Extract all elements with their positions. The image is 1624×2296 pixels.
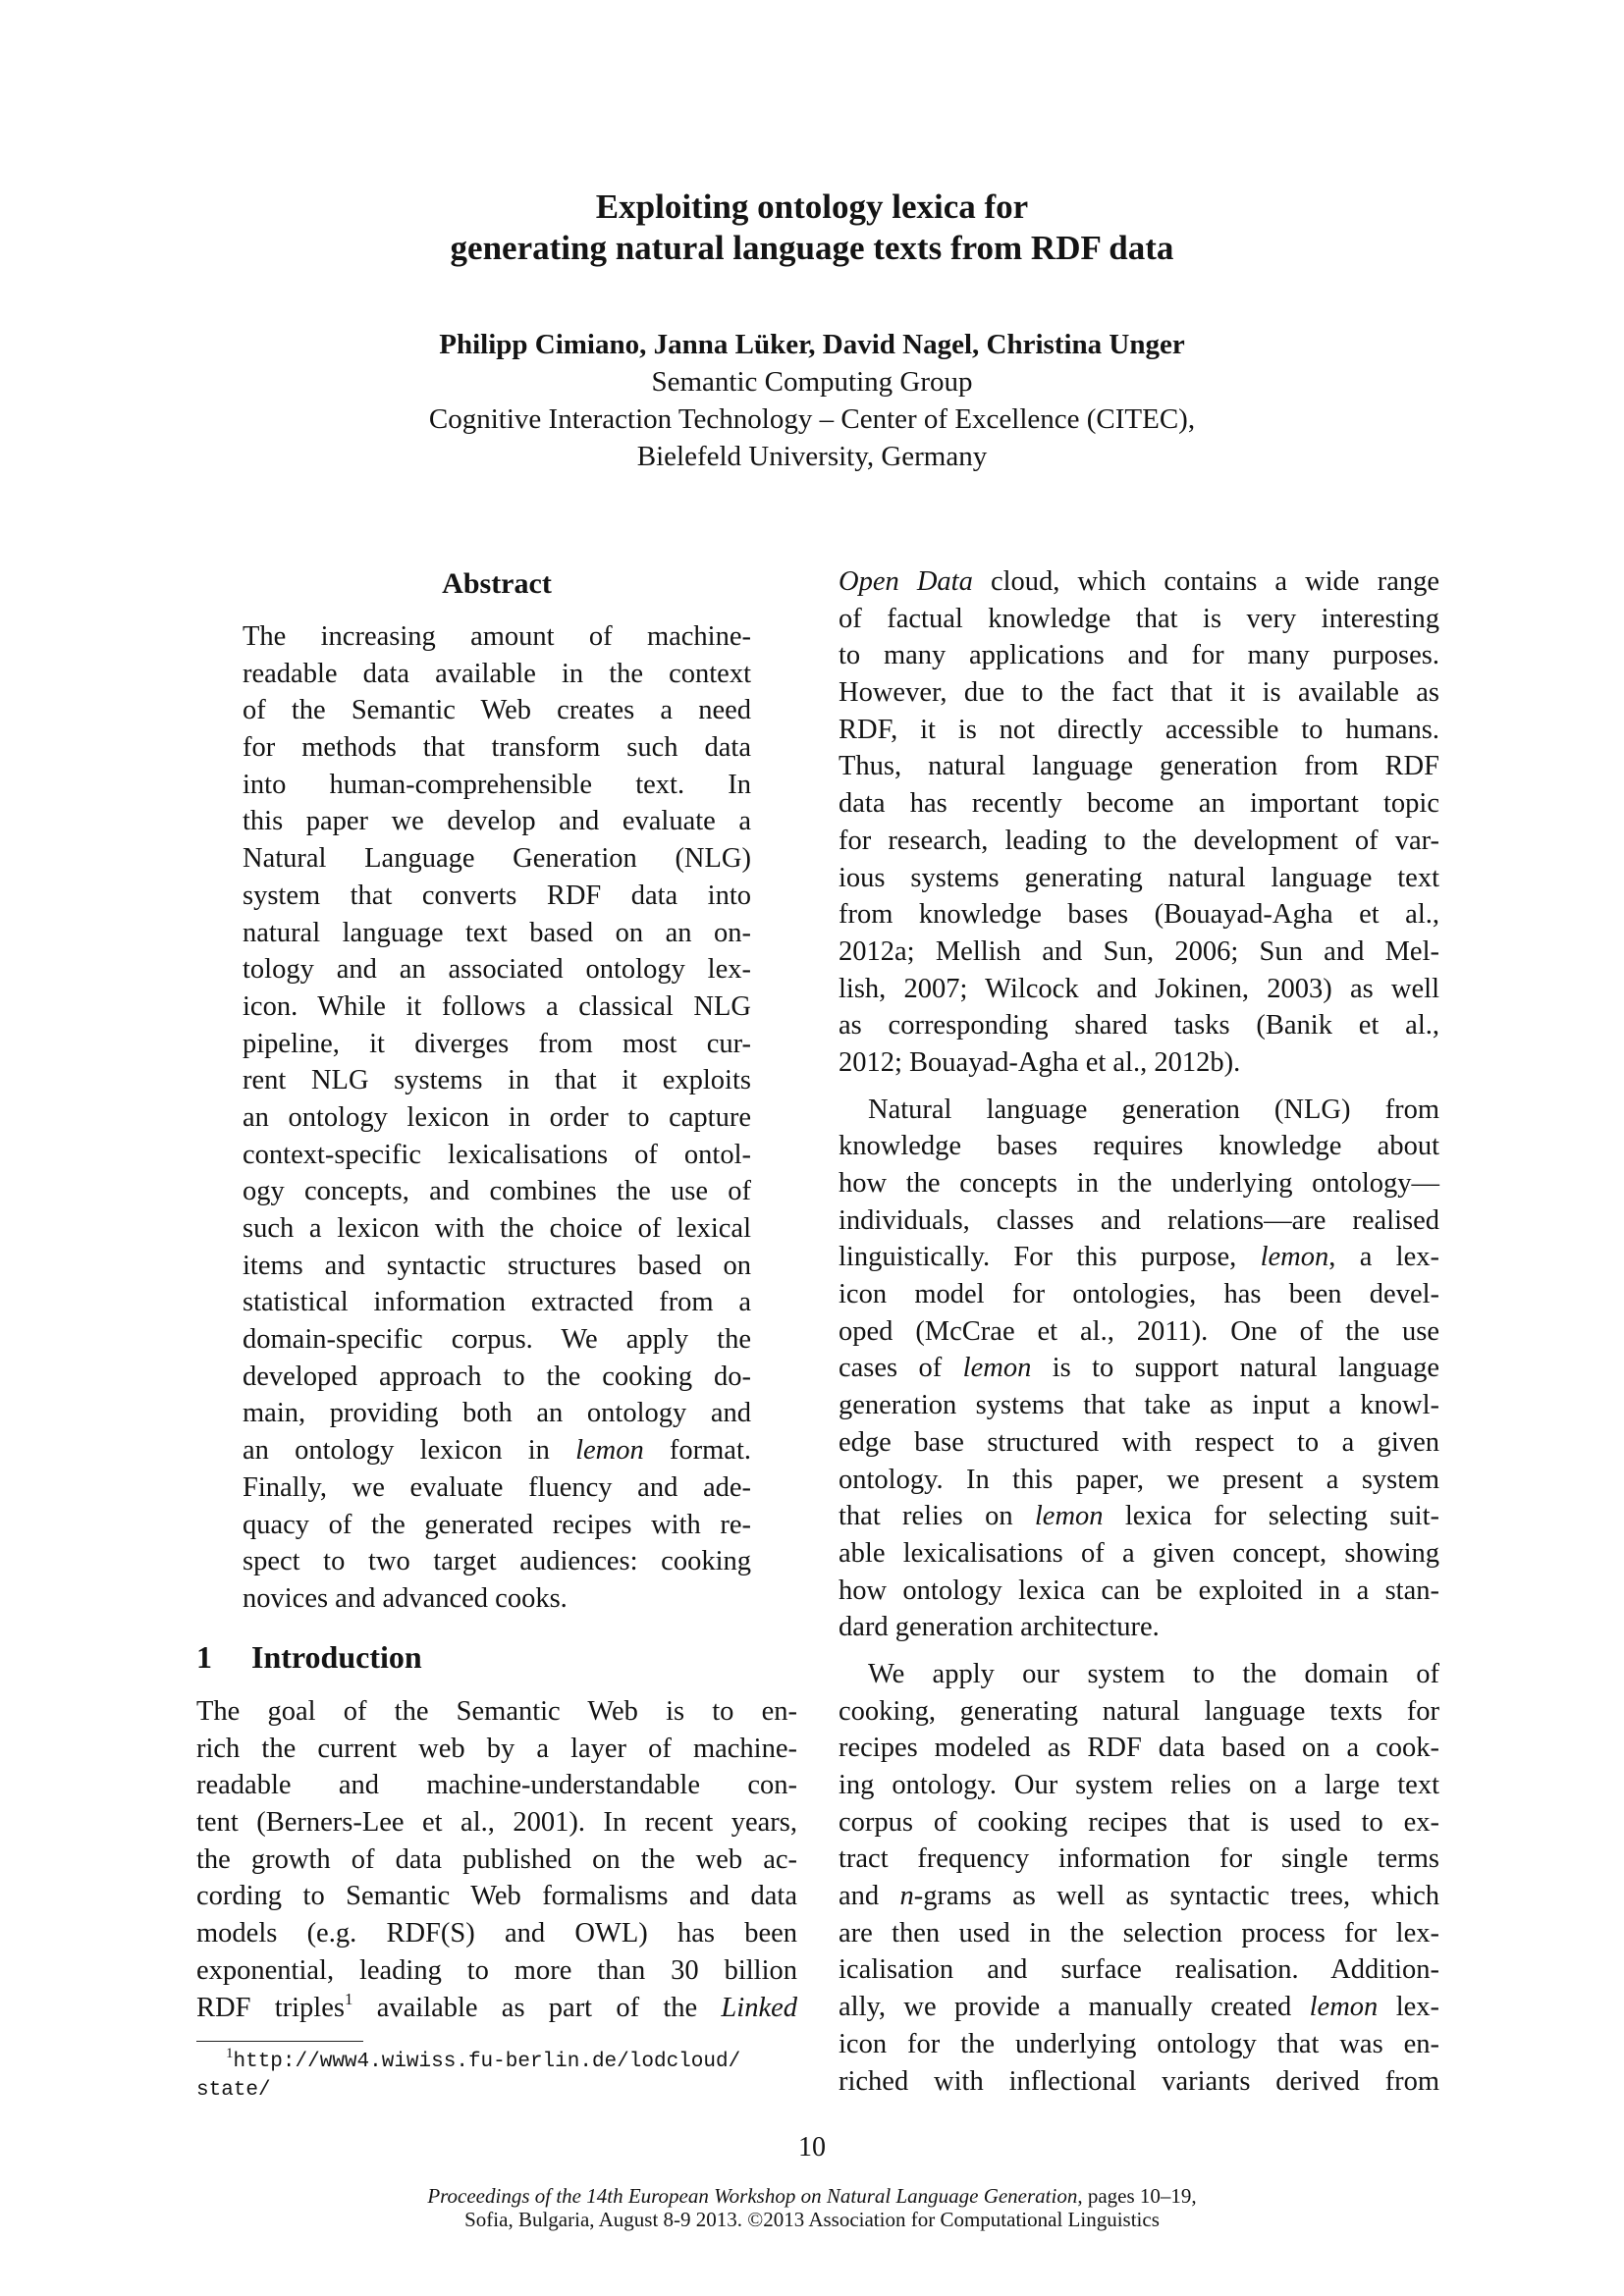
text-line: cooking, generating natural language texts for [839,1695,1439,1727]
text-line: tology and an associated ontology lex- [243,954,751,986]
venue-pages: , pages 10–19, [1077,2184,1197,2208]
paragraph [839,563,1439,1082]
italic-term: n [899,1881,914,1912]
paper-title [0,187,1624,269]
text-line: recipes modeled as RDF data based on a cook- [839,1733,1439,1764]
text-line: ing ontology. Our system relies on a large text [839,1770,1439,1800]
text-line: knowledge bases requires knowledge about [839,1131,1439,1162]
text-line: icon for the underlying ontology that was en- [839,2028,1439,2059]
footnote [196,2048,797,2105]
text-line: readable and machine-understandable con- [196,1770,797,1801]
text-line: that relies on lemon lexica for selecting suit- [839,1501,1439,1532]
italic-term: lemon [962,1353,1032,1384]
venue-name: Proceedings of the 14th European Workshop on Natural Language Generation [427,2184,1078,2208]
text-line: how ontology lexica can be exploited in a stan- [839,1575,1439,1606]
text-line: RDF triples$^1$ available as part of the Linked [196,1989,797,2023]
text-line: statistical information extracted from a [243,1287,751,1318]
text-line: pipeline, it diverges from most cur- [243,1028,751,1059]
text-line: lish, 2007; Wilcock and Jokinen, 2003) as well [839,973,1439,1004]
paragraph-gap [839,1646,1439,1656]
text-line: icon model for ontologies, has been devel- [839,1279,1439,1310]
text-line: of factual knowledge that is very interesting [839,603,1439,634]
text-line: Natural language generation (NLG) from [868,1094,1439,1125]
text-line: items and syntactic structures based on [243,1250,751,1281]
text-line: riched with inflectional variants derived from [839,2065,1439,2097]
text-line: However, due to the fact that it is available as [839,677,1439,709]
text-line: able lexicalisations of a given concept, showing [839,1537,1439,1569]
text-line: from knowledge bases (Bouayad-Agha et al., [839,899,1439,931]
title-line: Exploiting ontology lexica for [595,187,1029,226]
author-block [0,326,1624,475]
text-line: quacy of the generated recipes with re- [243,1509,751,1540]
text-line: individuals, classes and relations—are realised [839,1204,1439,1236]
text-line: for methods that transform such data [243,732,751,764]
text-line: natural language text based on an on- [243,917,751,948]
text-line: edge base structured with respect to a given [839,1426,1439,1458]
footnote-rule [196,2041,363,2042]
text-line: linguistically. For this purpose, lemon, a lex- [839,1242,1439,1273]
text-line: Finally, we evaluate fluency and ade- [243,1471,751,1503]
abstract-heading: Abstract [442,567,552,600]
text-line: rich the current web by a layer of machine- [196,1733,797,1764]
section-title: Introduction [251,1639,422,1675]
text-line: ious systems generating natural language text [839,862,1439,893]
text-line: ally, we provide a manually created lemon lex- [839,1992,1440,2023]
author-names: Philipp Cimiano, Janna Lüker, David Nagel, Christina Unger [439,329,1185,360]
text-line: dard generation architecture. [839,1612,1160,1643]
text-line: The goal of the Semantic Web is to en- [196,1696,797,1727]
text-line: generation systems that take as input a knowl- [839,1390,1439,1421]
text-line: an ontology lexicon in order to capture [243,1101,751,1133]
italic-term: Linked [721,1992,797,2023]
footer-line-2: Sofia, Bulgaria, August 8-9 2013. ©2013 Association for Computational Linguistics [464,2208,1160,2231]
text-line: novices and advanced cooks. [243,1582,568,1614]
text-line: ontology. In this paper, we present a system [839,1464,1439,1495]
footnote-line[interactable] [196,2048,797,2076]
text-line: 2012a; Mellish and Sun, 2006; Sun and Mel- [839,935,1439,967]
text-line: RDF, it is not directly accessible to humans. [839,714,1439,745]
text-line: such a lexicon with the choice of lexical [243,1213,751,1244]
abstract-body [243,618,751,1618]
section-number: 1 [196,1639,212,1675]
text-line: an ontology lexicon in lemon format. [243,1435,752,1467]
text-line: context-specific lexicalisations of ontol- [243,1139,751,1170]
text-line: are then used in the selection process for lex- [839,1917,1439,1949]
text-line: data has recently become an important topic [839,788,1439,820]
footnote-url[interactable]: http://www4.wiwiss.fu-berlin.de/lodcloud/ [233,2051,741,2073]
text-line: models (e.g. RDF(S) and OWL) has been [196,1918,797,1949]
paragraph [839,1092,1439,1646]
text-line: readable data available in the context [243,658,751,689]
text-line: rent NLG systems in that it exploits [243,1065,751,1096]
text-line: as corresponding shared tasks (Banik et al., [839,1010,1439,1041]
text-line: to many applications and for many purposes. [839,640,1439,671]
paragraph-gap [839,1082,1439,1092]
footnote-marker: 1 [226,2046,234,2061]
text-line: icalisation and surface realisation. Addition- [839,1954,1439,1986]
text-line: cording to Semantic Web formalisms and data [196,1881,797,1912]
text-line: The increasing amount of machine- [243,621,751,652]
introduction-right-column [839,563,1439,2100]
text-line: spect to two target audiences: cooking [243,1546,751,1577]
section-heading-introduction [196,1637,797,1677]
page-number: 10 [798,2132,826,2163]
text-line: Natural Language Generation (NLG) [243,843,751,875]
affiliation-line: Semantic Computing Group [651,366,973,398]
footnote-reference[interactable]: 1 [344,1989,353,2008]
footnote-line[interactable]: state/ [196,2079,271,2102]
text-line: and n-grams as well as syntactic trees, which [839,1881,1440,1912]
text-line: We apply our system to the domain of [868,1658,1439,1689]
text-line: for research, leading to the development of var- [839,825,1439,856]
text-line: of the Semantic Web creates a need [243,695,751,726]
text-line: main, providing both an ontology and [243,1398,751,1429]
text-line: tent (Berners-Lee et al., 2001). In recent years, [196,1807,797,1839]
text-line: how the concepts in the underlying ontology— [839,1168,1439,1199]
introduction-left-column [196,1693,797,2026]
paragraph [839,1656,1439,2100]
italic-term: lemon [575,1435,644,1467]
text-line: Open Data cloud, which contains a wide range [839,566,1439,597]
text-line: into human-comprehensible text. In [243,769,751,800]
text-line: 2012; Bouayad-Agha et al., 2012b). [839,1046,1241,1078]
text-line: cases of lemon is to support natural language [839,1353,1439,1384]
text-line: system that converts RDF data into [243,880,751,911]
text-line: corpus of cooking recipes that is used to ex- [839,1806,1439,1838]
text-line: the growth of data published on the web ac- [196,1843,797,1875]
text-line: this paper we develop and evaluate a [243,806,751,837]
footer-line-1 [0,2184,1624,2208]
italic-term: lemon [1309,1992,1379,2023]
title-line: generating natural language texts from RDF data [450,229,1174,267]
italic-term: lemon [1034,1501,1104,1532]
text-line: tract frequency information for single terms [839,1843,1439,1875]
text-line: icon. While it follows a classical NLG [243,990,751,1022]
italic-term: lemon [1260,1242,1329,1273]
text-line: Thus, natural language generation from RDF [839,751,1439,782]
text-line: domain-specific corpus. We apply the [243,1324,751,1356]
affiliation-line: Bielefeld University, Germany [636,441,988,472]
text-line: exponential, leading to more than 30 billion [196,1954,797,1986]
text-line: ogy concepts, and combines the use of [243,1176,751,1207]
proceedings-footer [0,2184,1624,2231]
italic-term: Open Data [839,566,973,597]
affiliation-line: Cognitive Interaction Technology – Center of Excellence (CITEC), [428,403,1196,435]
text-line: oped (McCrae et al., 2011). One of the use [839,1315,1439,1347]
text-line: developed approach to the cooking do- [243,1361,751,1392]
